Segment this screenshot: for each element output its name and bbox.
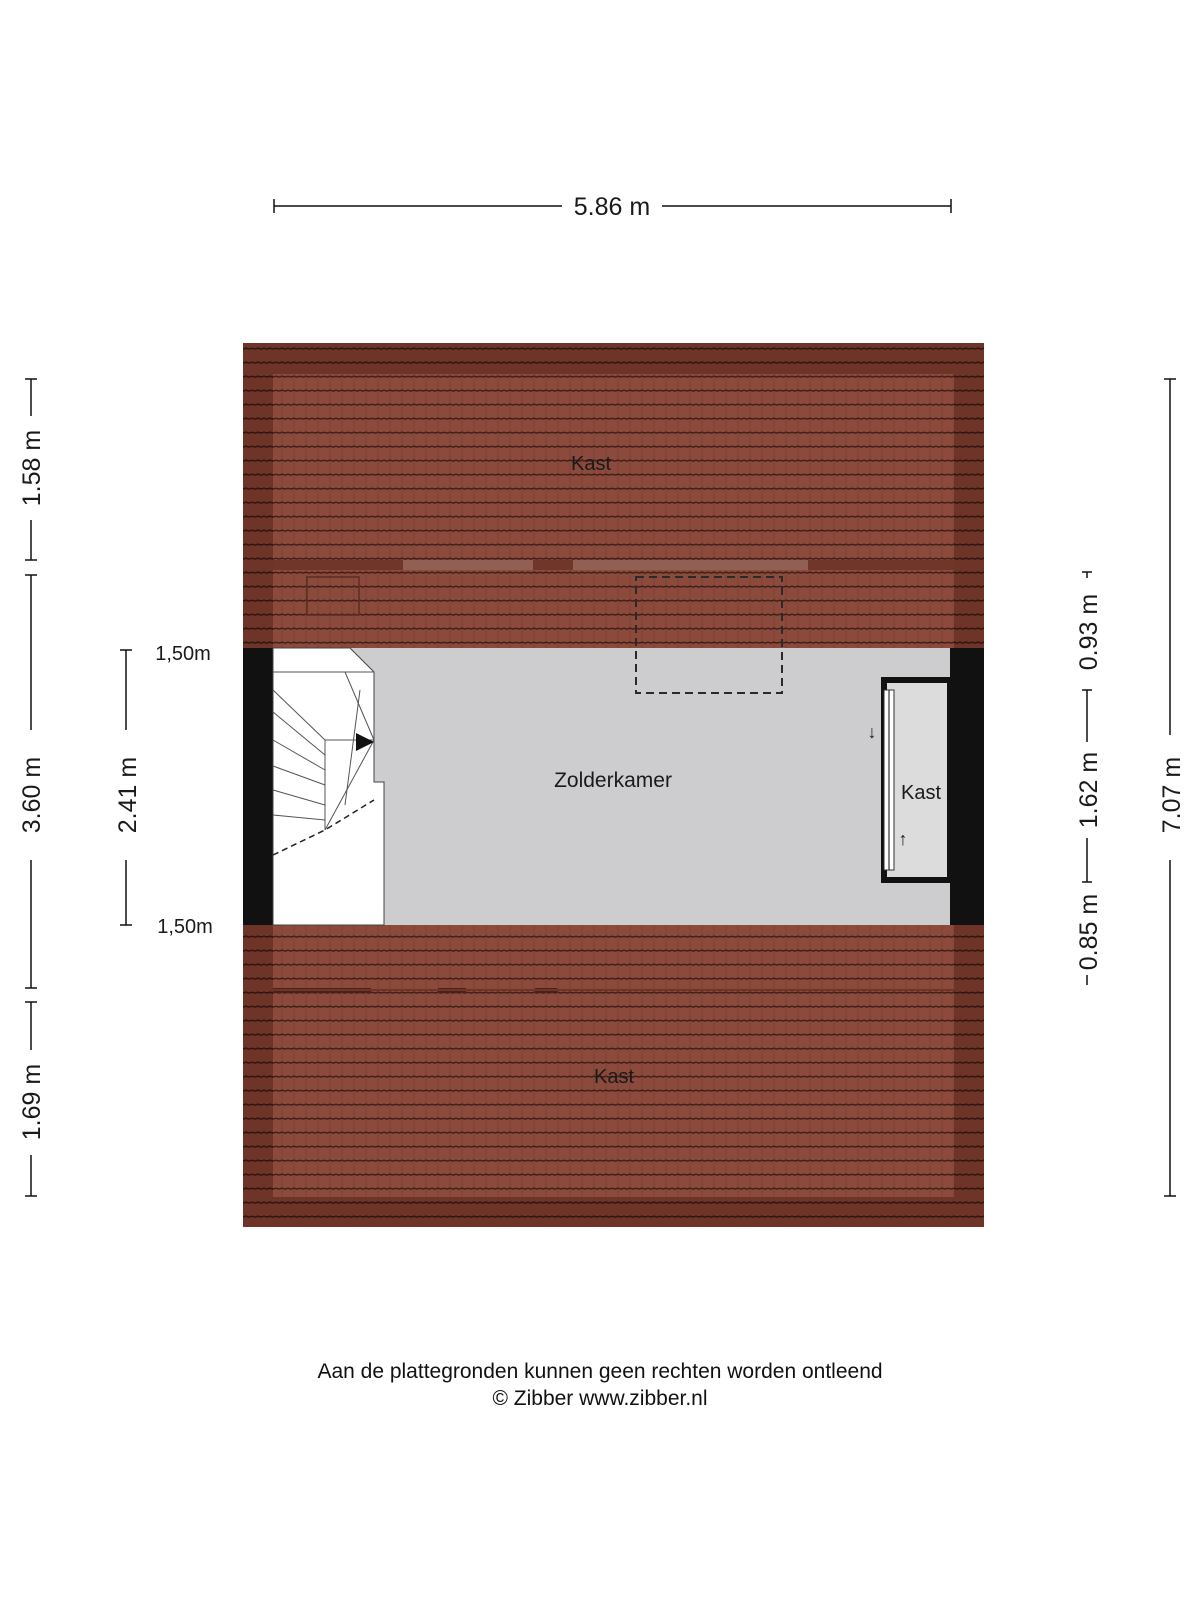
room-label-main: Zolderkamer — [554, 769, 672, 792]
dimension-right-total-label: 7.07 m — [1158, 756, 1186, 834]
roof-top — [243, 343, 984, 648]
staircase — [273, 648, 384, 925]
dimension-left-lower-label: 1.69 m — [18, 1063, 46, 1141]
room-label-bottom-storage: Kast — [593, 1066, 635, 1088]
dimension-right-middle-label: 1.62 m — [1075, 751, 1103, 829]
room-label-top-storage: Kast — [570, 453, 612, 475]
dimension-top-label: 5.86 m — [573, 193, 651, 221]
left-wall — [243, 648, 273, 925]
kneewall-bottom-label: 1,50m — [157, 916, 213, 938]
dimension-left-upper-label: 1.58 m — [18, 429, 46, 507]
dimension-right-lower-label: 0.85 m — [1075, 893, 1103, 971]
footer-copyright: © Zibber www.zibber.nl — [492, 1387, 708, 1410]
room-label-right-closet: Kast — [900, 782, 942, 804]
dimension-right-upper-label: 0.93 m — [1075, 593, 1103, 671]
dimension-left-middle-label: 3.60 m — [18, 756, 46, 834]
kneewall-top-label: 1,50m — [155, 643, 211, 665]
footer-disclaimer: Aan de plattegronden kunnen geen rechten worden ontleend — [317, 1360, 883, 1383]
arrow-down-icon: ↓ — [867, 722, 877, 742]
arrow-up-icon: ↑ — [898, 829, 908, 849]
dimension-inner-height-label: 2.41 m — [114, 756, 142, 834]
right-wall — [950, 648, 984, 925]
